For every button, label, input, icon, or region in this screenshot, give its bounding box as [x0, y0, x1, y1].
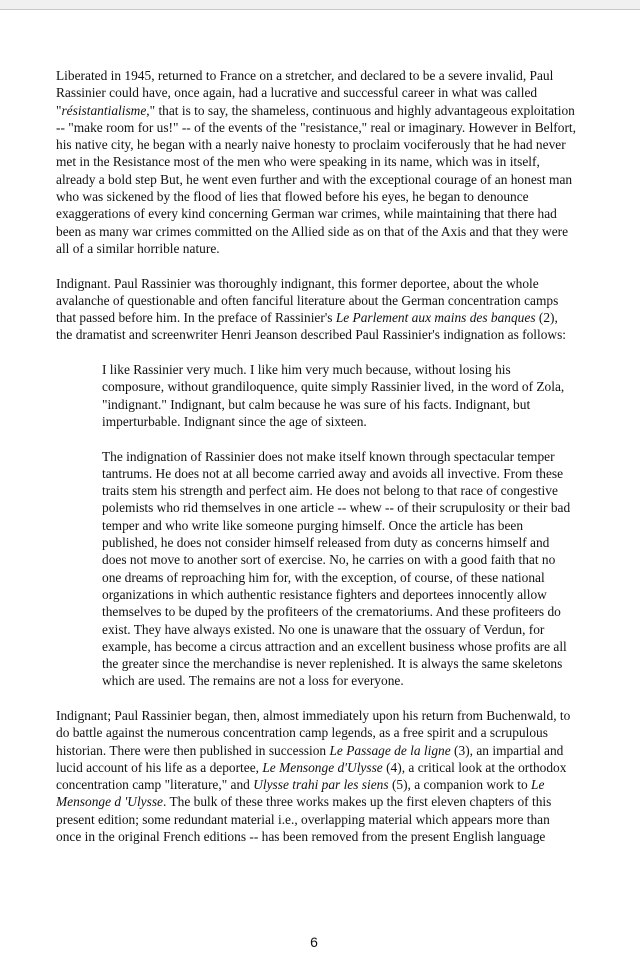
paragraph-indignant: Indignant. Paul Rassinier was thoroughly indignant, this former deportee, about the whole avalanche of questionable and often fanciful literature about the German concentration camps that passed before him. In the preface of Rassinier's Le Parlement aux mains des banques (2), the dramatist and screenwriter Henri Jeanson described Paul Rassinier's indignation as follows:: [56, 275, 567, 343]
viewer-top-bar: [0, 0, 640, 10]
book-title: Le Parlement aux mains des banques: [335, 310, 536, 326]
paragraph-liberation: Liberated in 1945, returned to France on a stretcher, and declared to be a severe invalid, Paul Rassinier could have, once again, had a lucrative and successful career in what was called "résistantialisme," that is to say, the shameless, continuous and highly advantageous exploitation -- "make room for us!" -- of the events of the "resistance," real or imaginary. However in Belfort, his native city, he began with a nearly naive honesty to proclaim vociferously that he had never met in the Resistance most of the men who were speaking in its name, which was in itself, already a bold step But, he went even further and with the exceptional courage of an honest man who was sickened by the flood of lies that flowed before his eyes, he began to denounce exaggerations of every kind concerning German war crimes, while maintaining that there had been as many war crimes committed on the Allied side as on that of the Axis and that they were all of a similar horrible nature.: [56, 68, 576, 256]
book-title: Le Mensonge d'Ulysse: [262, 759, 383, 775]
paragraph-publications: Indignant; Paul Rassinier began, then, almost immediately upon his return from Buchenwald, to do battle against the numerous concentration camp legends, as a free spirit and a scrupulous historian. There were then published in succession Le Passage de la ligne (3), an impartial and lucid account of his life as a deportee, Le Mensonge d'Ulysse (4), a critical look at the orthodox concentration camp "literature," and Ulysse trahi par les siens (5), a companion work to Le Mensonge d 'Ulysse. The bulk of these three works makes up the first eleven chapters of this present edition; some redundant material i.e., overlapping material which appears more than once in the original French editions -- has been removed from the present English language: [56, 707, 571, 845]
quote-paragraph-2: The indignation of Rassinier does not make itself known through spectacular temper tantrums. He does not at all become carried away and avoids all invective. From these traits stem his strength and perfect aim. He does not belong to that race of congestive polemists who rid themselves in one article -- whew -- of their scrupulosity or their bad temper and who write like someone purging himself. Once the article has been published, he does not consider himself released from duty as concerns himself and does not move to another sort of exercise. No, he carries on with a good faith that no one dreams of reproaching him for, with the exception, of course, of these national organizations in which authentic resistance fighters and deportees innocently allow themselves to be duped by the profiteers of the crematoriums. And these profiteers do exist. They have always existed. No one is unaware that the ossuary of Verdun, for example, has become a circus attraction and an excellent business whose profits are all the greater since the merchandise is never replenished. It is always the same skeletons which are used. The remains are not a loss for everyone.: [102, 448, 571, 689]
quote-paragraph-1: I like Rassinier very much. I like him very much because, without losing his composure, without grandiloquence, quite simply Rassinier lived, in the word of Zola, "indignant." Indignant, but calm because he was sure of his facts. Indignant, but imperturbable. Indignant since the age of sixteen.: [102, 362, 565, 429]
italic-term: résistantialisme: [61, 102, 147, 118]
page-number: 6: [310, 934, 318, 950]
document-page: [56, 67, 576, 863]
book-title: Le Mensonge d 'Ulysse: [56, 777, 545, 810]
block-quote-jeanson: [102, 361, 576, 690]
book-title: Le Passage de la ligne: [329, 742, 451, 758]
book-title: Ulysse trahi par les siens: [253, 777, 389, 793]
